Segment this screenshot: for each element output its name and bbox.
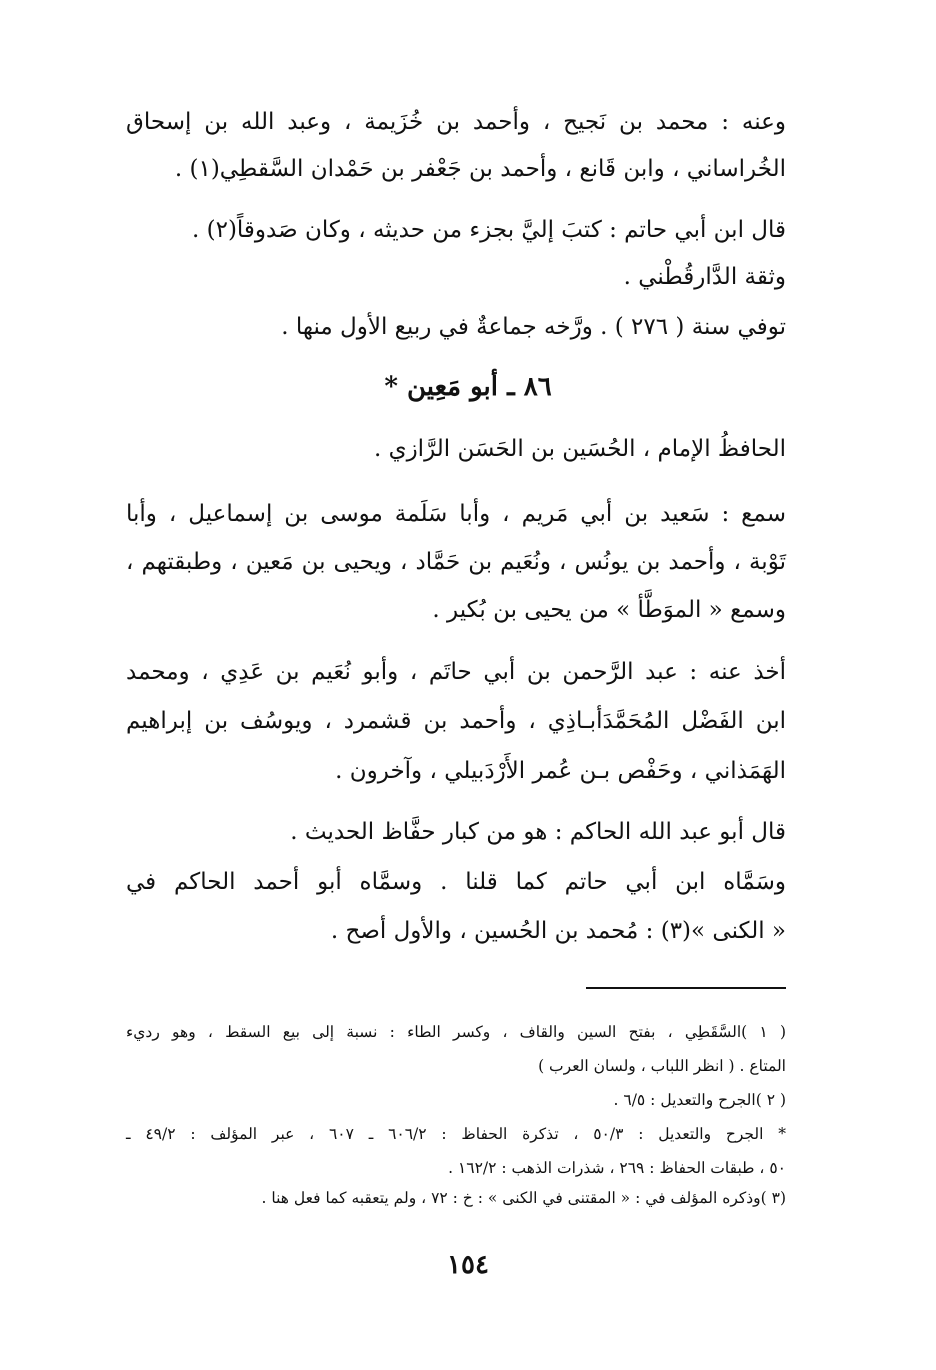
body-line-9: وسمع « الموَطَّأ » من يحيى بن بُكير . — [432, 597, 786, 623]
body-line-13: قال أبو عبد الله الحاكم : هو من كبار حفَّاظ الحديث . — [290, 819, 786, 845]
footnote-line-4: * الجرح والتعديل : ٥٠/٣ ، تذكرة الحفاظ : ٦٠٦/٢ ـ ٦٠٧ ، عبر المؤلف : ٤٩/٢ ـ — [126, 1125, 786, 1143]
body-line-8: تَوْبة ، وأحمد بن يونُس ، ونُعَيم بن حَمَّاد ، ويحيى بن مَعين ، وطبقتهم ، — [126, 549, 786, 575]
body-line-11: ابن الفَضْل المُحَمَّدَأبـاذِي ، وأحمد بن قشمرد ، ويوسُف بن إبراهيم — [126, 708, 786, 734]
footnote-line-6: (٣ )وذكره المؤلف في : « المقتنى في الكنى » : خ : ٧٢ ، ولم يتعقبه كما فعل هنا . — [261, 1189, 786, 1207]
body-line-5: توفي سنة ( ٢٧٦ ) . ورَّخه جماعةٌ في ربيع الأول منها . — [281, 314, 786, 340]
body-line-4: وثقة الدَّارقُطْني . — [623, 264, 786, 290]
body-line-3: قال ابن أبي حاتم : كتبَ إليَّ بجزء من حديثه ، وكان صَدوقاً(٢) . — [191, 217, 786, 243]
footnote-line-3: ( ٢ )الجرح والتعديل : ٦/٥ . — [613, 1091, 786, 1109]
footnote-line-2: المتاع . ( انظر اللباب ، ولسان العرب ) — [538, 1057, 786, 1075]
body-line-6: الحافظُ الإمام ، الحُسَين بن الحَسَن الرَّازي . — [373, 436, 786, 462]
body-line-12: الهَمَذاني ، وحَفْص بـن عُمر الأَرْدَبيلي ، وآخرون . — [335, 758, 786, 784]
footnote-separator — [586, 987, 786, 989]
body-line-2: الخُراساني ، وابن قَانع ، وأحمد بن جَعْفر بن حَمْدان السَّقطِي(١) . — [174, 156, 786, 182]
body-line-1: وعنه : محمد بن نَجيح ، وأحمد بن خُزَيمة ، وعبد الله بن إسحاق — [126, 109, 786, 135]
body-line-10: أخذ عنه : عبد الرَّحمن بن أبي حاتَم ، وأبو نُعَيم بن عَدِي ، ومحمد — [126, 659, 786, 685]
footnote-line-5: ٥٠ ، طبقات الحفاظ : ٢٦٩ ، شذرات الذهب : ١٦٢/٢ . — [448, 1159, 786, 1177]
body-line-14: وسَمَّاه ابن أبي حاتم كما قلنا . وسمَّاه أبو أحمد الحاكم في — [126, 869, 786, 895]
entry-heading: ٨٦ ـ أبو مَعِين * — [384, 372, 552, 402]
body-line-7: سمع : سَعيد بن أبي مَريم ، وأبا سَلَمة موسى بن إسماعيل ، وأبا — [126, 501, 786, 527]
footnote-line-1: ( ١ )السَّقَطِي ، بفتح السين والقاف ، وكسر الطاء : نسبة إلى بيع السقط ، وهو رديء — [126, 1023, 786, 1041]
body-line-15: « الكنى »(٣) : مُحمد بن الحُسين ، والأول أصح . — [330, 918, 786, 944]
page-number: ١٥٤ — [447, 1250, 489, 1280]
